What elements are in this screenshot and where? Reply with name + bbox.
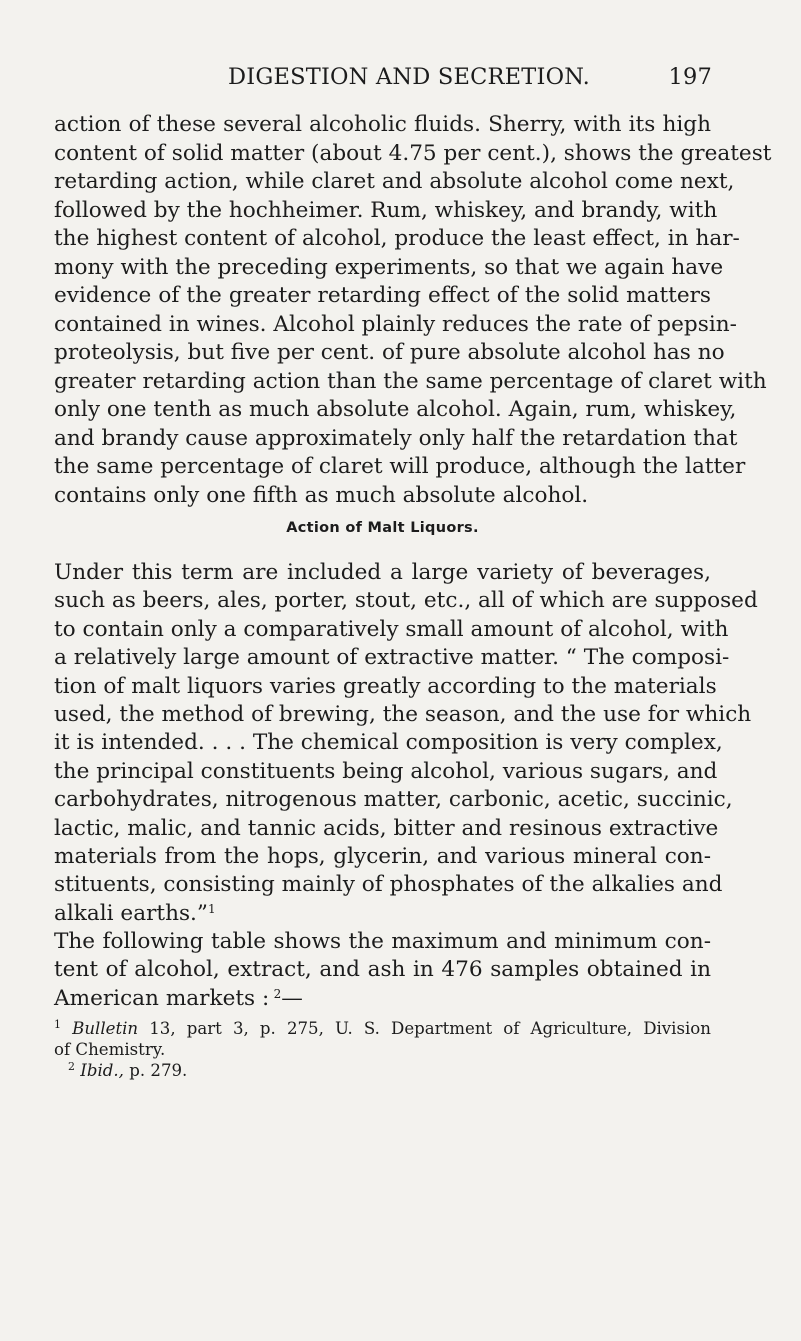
footnote-1 <box>54 1018 711 1040</box>
text-line: and brandy cause approximately only half the retardation that <box>54 425 738 451</box>
page-number: 197 <box>668 64 712 90</box>
footnote-text: 13, part 3, p. 275, U. S. Department of Agriculture, Division <box>138 1019 711 1038</box>
footnote-text: p. 279. <box>123 1061 188 1080</box>
text-line: greater retarding action than the same percentage of claret with <box>54 368 767 394</box>
text-line: content of solid matter (about 4.75 per cent.), shows the greatest <box>54 140 772 166</box>
text-line: The following table shows the maximum and minimum con- <box>54 929 711 954</box>
text-line: the same percentage of claret will produce, although the latter <box>54 454 746 479</box>
text-line <box>54 900 711 928</box>
text-line: Under this term are included a large variety of beverages, <box>54 560 711 585</box>
text-line: such as beers, ales, porter, stout, etc., all of which are supposed <box>54 588 758 614</box>
text-line: tion of malt liquors varies greatly according to the materials <box>54 673 717 699</box>
section-heading: Action of Malt Liquors. <box>286 520 479 536</box>
em-dash: — <box>281 985 303 1011</box>
text-line <box>54 985 711 1013</box>
text-line: the highest content of alcohol, produce the least effect, in har- <box>54 226 740 251</box>
text-line: a relatively large amount of extractive matter. “ The composi- <box>54 645 730 671</box>
text-line: it is intended. . . . The chemical composition is very complex, <box>54 730 723 756</box>
footnote-marker: 2 <box>68 1060 75 1073</box>
text-line: contained in wines. Alcohol plainly reduces the rate of pepsin- <box>54 311 737 337</box>
running-head <box>228 64 712 94</box>
text-line: evidence of the greater retarding effect of the solid matters <box>54 283 711 308</box>
text-line: tent of alcohol, extract, and ash in 476 samples obtained in <box>54 957 711 983</box>
text-fragment: American markets : <box>54 985 270 1011</box>
text-line: lactic, malic, and tannic acids, bitter and resinous extractive <box>54 815 719 841</box>
text-line: retarding action, while claret and absolute alcohol come next, <box>54 169 735 194</box>
text-line: contains only one fifth as much absolute alcohol. <box>54 482 589 508</box>
footnote-ref[interactable]: 2 <box>273 986 282 1001</box>
text-line: to contain only a comparatively small amount of alcohol, with <box>54 616 729 642</box>
text-line: proteolysis, but five per cent. of pure absolute alcohol has no <box>54 340 725 365</box>
footnote-1-continuation: of Chemistry. <box>54 1040 166 1059</box>
text-line: used, the method of brewing, the season, and the use for which <box>54 702 752 727</box>
running-head-title: DIGESTION AND SECRETION. <box>228 64 591 90</box>
footnote-source-title: Bulletin <box>72 1019 139 1038</box>
text-line: followed by the hochheimer. Rum, whiskey, and brandy, with <box>54 197 718 223</box>
footnote-2 <box>68 1060 725 1082</box>
text-line: the principal constituents being alcohol, various sugars, and <box>54 758 718 784</box>
text-line: materials from the hops, glycerin, and various mineral con- <box>54 844 711 869</box>
text-line: only one tenth as much absolute alcohol. Again, rum, whiskey, <box>54 397 737 422</box>
text-line: mony with the preceding experiments, so that we again have <box>54 254 724 280</box>
text-line: action of these several alcoholic fluids. Sherry, with its high <box>54 112 711 137</box>
text-line: stituents, consisting mainly of phosphates of the alkalies and <box>54 872 723 898</box>
footnote-marker: 1 <box>54 1018 61 1031</box>
text-fragment: alkali earths.” <box>54 900 208 926</box>
footnote-ref[interactable]: 1 <box>207 901 216 916</box>
footnote-source-title: Ibid., <box>80 1061 124 1080</box>
text-line: carbohydrates, nitrogenous matter, carbonic, acetic, succinic, <box>54 787 733 813</box>
